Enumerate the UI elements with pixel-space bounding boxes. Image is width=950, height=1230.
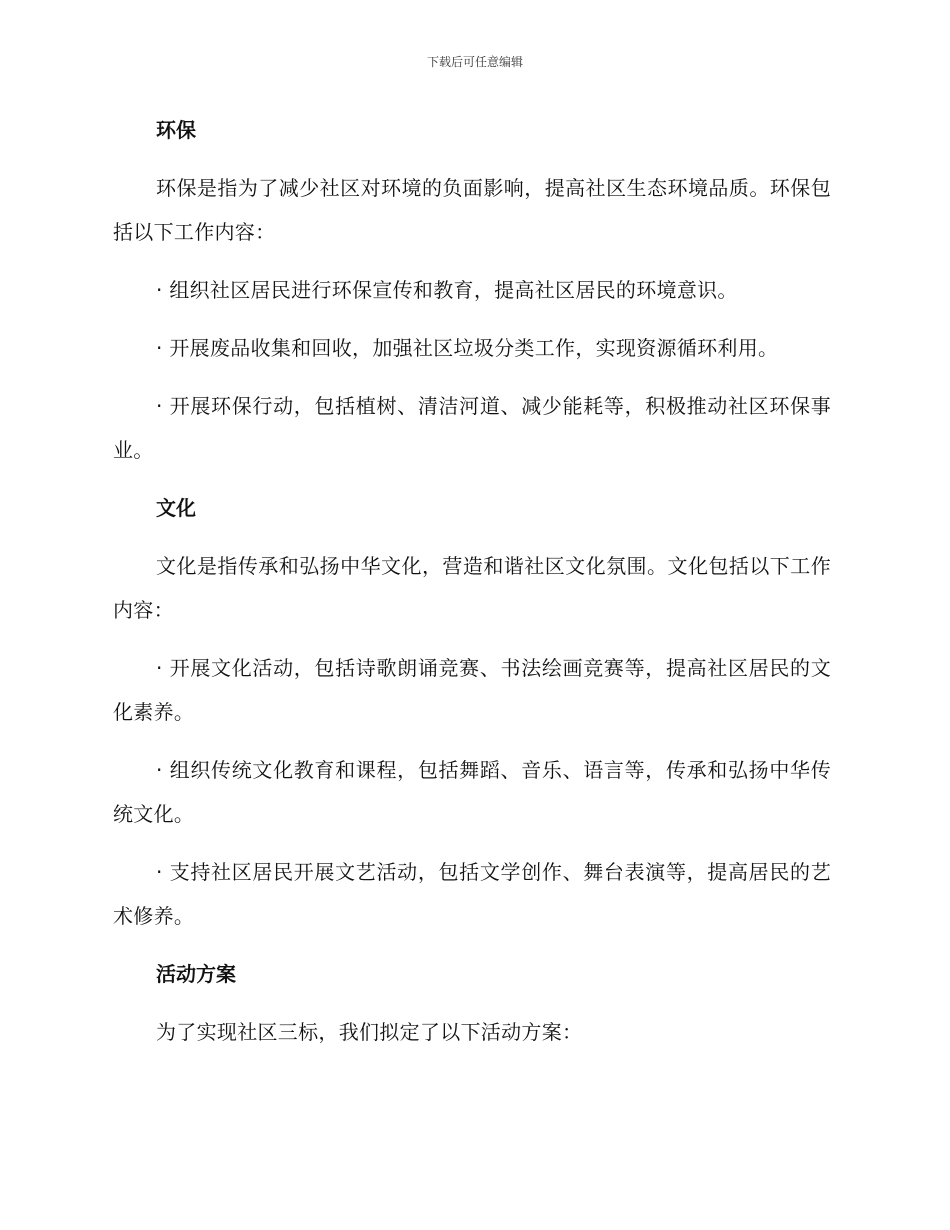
document-body — [113, 108, 831, 1068]
section-intro-activity-plan: 为了实现社区三标，我们拟定了以下活动方案： — [156, 1020, 583, 1044]
section-heading-environment: 环保 — [156, 118, 196, 142]
list-item: · 开展废品收集和回收，加强社区垃圾分类工作，实现资源循环利用。 — [156, 336, 779, 360]
list-item: · 开展环保行动，包括植树、清洁河道、减少能耗等，积极推动社区环保事业。 — [113, 394, 831, 462]
section-heading-activity-plan: 活动方案 — [156, 962, 236, 986]
list-item: · 开展文化活动，包括诗歌朗诵竞赛、书法绘画竞赛等，提高社区居民的文化素养。 — [113, 656, 831, 724]
page-header-note: 下载后可任意编辑 — [426, 55, 523, 69]
section-intro-environment: 环保是指为了减少社区对环境的负面影响，提高社区生态环境品质。环保包括以下工作内容： — [113, 176, 831, 244]
list-item: · 支持社区居民开展文艺活动，包括文学创作、舞台表演等，提高居民的艺术修养。 — [113, 860, 831, 928]
list-item: · 组织传统文化教育和课程，包括舞蹈、音乐、语言等，传承和弘扬中华传统文化。 — [113, 758, 831, 826]
list-item: · 组织社区居民进行环保宣传和教育，提高社区居民的环境意识。 — [156, 278, 738, 302]
section-intro-culture: 文化是指传承和弘扬中华文化，营造和谐社区文化氛围。文化包括以下工作内容： — [113, 554, 831, 622]
section-heading-culture: 文化 — [156, 496, 196, 520]
